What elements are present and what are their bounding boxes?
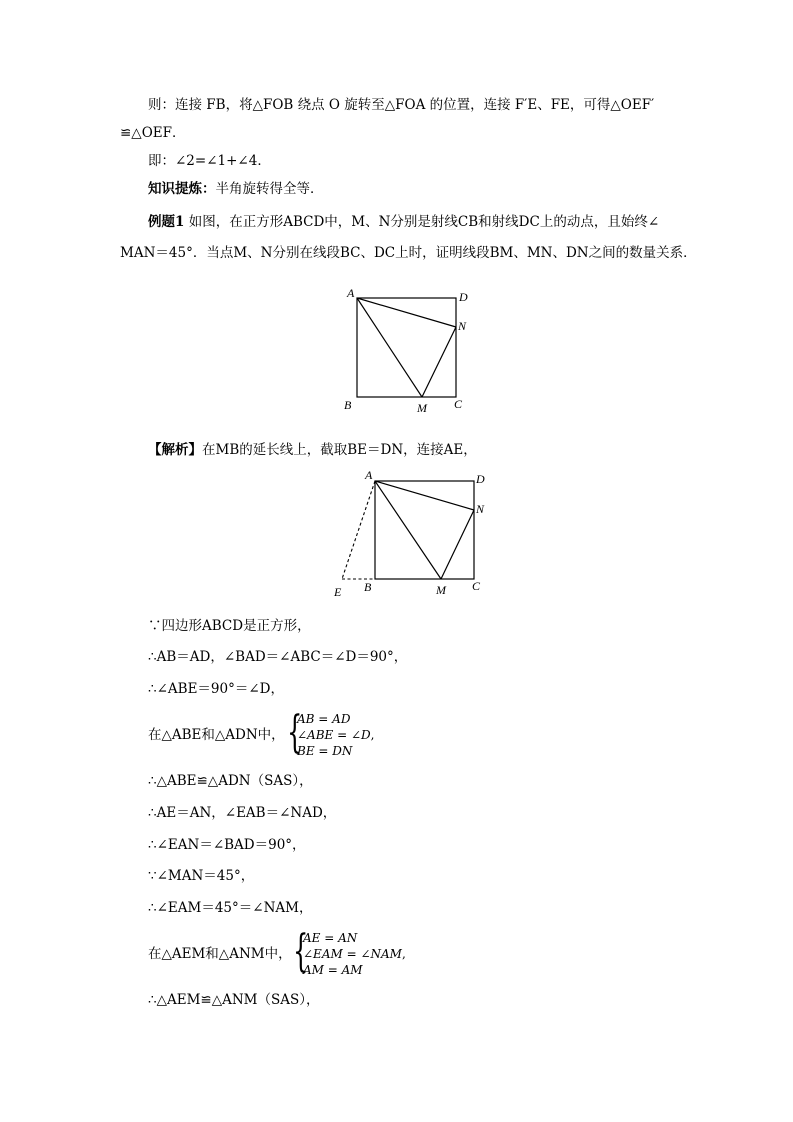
proof-step-6: ∴AE＝AN，∠EAB＝∠NAD，	[148, 805, 337, 821]
proof-step-8: ∵∠MAN＝45°，	[148, 868, 255, 884]
system-1-row-2	[297, 727, 375, 743]
label-c: C	[454, 397, 463, 411]
segment-am	[357, 298, 422, 397]
label-b-2: B	[364, 580, 372, 594]
figure-2-square-diagram	[328, 466, 488, 602]
label-m: M	[417, 401, 427, 415]
intro-line-2: ≌△OEF．	[120, 125, 186, 141]
example-text-1: 如图，在正方形ABCD中，M、N分别是射线CB和射线DC上的动点，且始终∠	[188, 214, 660, 230]
label-d: D	[459, 290, 468, 304]
equation-system-2	[293, 926, 423, 980]
label-a-2: A	[365, 468, 373, 482]
label-n-2: N	[476, 502, 485, 516]
system-2-end: ,	[401, 947, 406, 961]
tip-text: 半角旋转得全等．	[215, 181, 324, 197]
proof-step-2: ∴AB＝AD，∠BAD＝∠ABC＝∠D＝90°，	[148, 649, 408, 665]
intro-line-1: 则：连接 FB，将△FOB 绕点 O 旋转至△FOA 的位置，连接 F′E、FE，可得△OEF′	[148, 97, 655, 113]
proof-step-11: ∴△AEM≌△ANM（SAS），	[148, 992, 320, 1008]
segment-mn	[422, 327, 456, 397]
tip-label: 知识提炼：	[148, 181, 216, 197]
system-1-row-1: AB = AD	[297, 712, 351, 726]
proof-step-9: ∴∠EAM＝45°＝∠NAM，	[148, 900, 313, 916]
segment-am-2	[375, 481, 441, 579]
label-b: B	[344, 398, 352, 412]
system-2-row-2	[303, 946, 406, 962]
analysis-line	[148, 441, 477, 459]
proof-step-5: ∴△ABE≌△ADN（SAS），	[148, 773, 313, 789]
proof-step-4-prefix: 在△ABE和△ADN中，	[148, 727, 285, 743]
proof-step-3: ∴∠ABE＝90°＝∠D，	[148, 681, 284, 697]
system-1-end: ,	[370, 728, 375, 742]
label-e-2: E	[334, 585, 342, 599]
proof-step-7: ∴∠EAN＝∠BAD＝90°，	[148, 837, 306, 853]
segment-an-2	[375, 481, 474, 510]
example-line-2: MAN＝45°．当点M、N分别在线段BC、DC上时，证明线段BM、MN、DN之间的数量关系．	[120, 245, 697, 261]
system-2-row-1: AE = AN	[303, 931, 358, 945]
segment-ae-dashed	[342, 481, 375, 579]
intro-line-3: 即：∠2=∠1+∠4．	[148, 153, 271, 169]
label-m-2: M	[436, 583, 446, 597]
analysis-text: 在MB的延长线上，截取BE＝DN，连接AE，	[202, 442, 477, 458]
segment-mn-2	[441, 510, 474, 579]
label-c-2: C	[472, 579, 481, 593]
equation-system-1	[287, 707, 407, 761]
proof-step-1: ∵四边形ABCD是正方形，	[148, 618, 311, 634]
segment-an	[357, 298, 456, 327]
figure-1-square-diagram	[340, 284, 480, 416]
system-2-row-2-text: ∠EAM = ∠NAM	[303, 947, 402, 961]
system-1-row-3: BE = DN	[297, 744, 353, 758]
label-n: N	[458, 319, 467, 333]
proof-step-10-prefix: 在△AEM和△ANM中，	[148, 946, 292, 962]
example-line-1	[148, 213, 659, 231]
example-label: 例题1	[148, 214, 185, 230]
system-2-row-3: AM = AM	[303, 963, 363, 977]
left-brace-2: {	[293, 926, 309, 977]
left-brace: {	[287, 707, 303, 758]
label-a: A	[347, 286, 355, 300]
analysis-label: 【解析】	[148, 442, 202, 458]
knowledge-tip	[148, 180, 324, 198]
system-1-row-2-text: ∠ABE = ∠D	[297, 728, 371, 742]
label-d-2: D	[476, 472, 485, 486]
